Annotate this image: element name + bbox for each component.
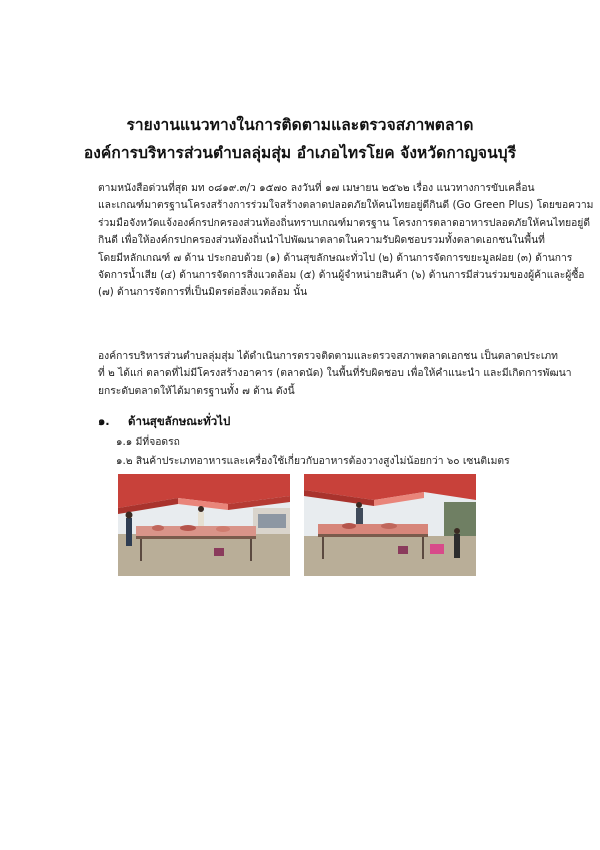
section-title: ด้านสุขลักษณะทั่วไป [128,414,231,428]
paragraph-line: ที่ ๒ ได้แก่ ตลาดที่ไม่มีโครงสร้างอาคาร (ตลาดนัด) ในพื้นที่รับผิดชอบ เพื่อให้คำแนะนำ และมีเกิดการพัฒนา [98,367,572,380]
market-stall-photo-right [304,474,476,576]
paragraph-line: และเกณฑ์มาตรฐานโครงสร้างการร่วมใจสร้างตลาดปลอดภัยให้คนไทยอยู่ดีกินดี (Go Green Plus) โดยขอความ [98,199,594,212]
organization-title: องค์การบริหารส่วนตำบลลุ่มสุ่ม อำเภอไทรโยค จังหวัดกาญจนบุรี [83,144,517,162]
paragraph-line: ตามหนังสือด่วนที่สุด มท ๐๘๑๙.๓/ว ๑๕๗๐ ลงวันที่ ๑๗ เมษายน ๒๕๖๒ เรื่อง แนวทางการขับเคลื่อน [98,182,535,194]
paragraph-line: กินดี เพื่อให้องค์กรปกครองส่วนท้องถิ่นนำไปพัฒนาตลาดในความรับผิดชอบรวมทั้งตลาดเอกชนในพื้นที่ [98,234,545,247]
paragraph-line: องค์การบริหารส่วนตำบลลุ่มสุ่ม ได้ดำเนินการตรวจติดตามและตรวจสภาพตลาดเอกชน เป็นตลาดประเภท [98,350,558,362]
section-item: ๑.๒ สินค้าประเภทอาหารและเครื่องใช้เกี่ยวกับอาหารต้องวางสูงไม่น้อยกว่า ๖๐ เซนติเมตร [116,455,510,467]
paragraph-action [98,348,572,400]
market-stall-photo-left [118,474,290,576]
report-title: รายงานแนวทางในการติดตามและตรวจสภาพตลาด [126,116,474,134]
paragraph-line: จัดการน้ำเสีย (๔) ด้านการจัดการสิ่งแวดล้อม (๕) ด้านผู้จำหน่ายสินค้า (๖) ด้านการมีส่วนร่วมของผู้ค้าและผู้ซื้อ [98,269,585,282]
paragraph-line: (๗) ด้านการจัดการที่เป็นมิตรต่อสิ่งแวดล้อม นั้น [98,286,308,299]
paragraph-line: ร่วมมือจังหวัดแจ้งองค์กรปกครองส่วนท้องถิ่นทราบเกณฑ์มาตรฐาน โครงการตลาดอาหารปลอดภัยให้คนไทยอยู่ดี [98,216,591,229]
paragraph-line: โดยมีหลักเกณฑ์ ๗ ด้าน ประกอบด้วย (๑) ด้านสุขลักษณะทั่วไป (๒) ด้านการจัดการขยะมูลฝอย (๓) ด้านการ [98,251,573,264]
section-heading [98,413,230,431]
paragraph-line: ยกระดับตลาดให้ได้มาตรฐานทั้ง ๗ ด้าน ดังนี้ [98,384,295,397]
section-item: ๑.๑ มีที่จอดรถ [116,436,180,448]
paragraph-intro [98,180,594,302]
section-number: ๑. [98,414,110,428]
